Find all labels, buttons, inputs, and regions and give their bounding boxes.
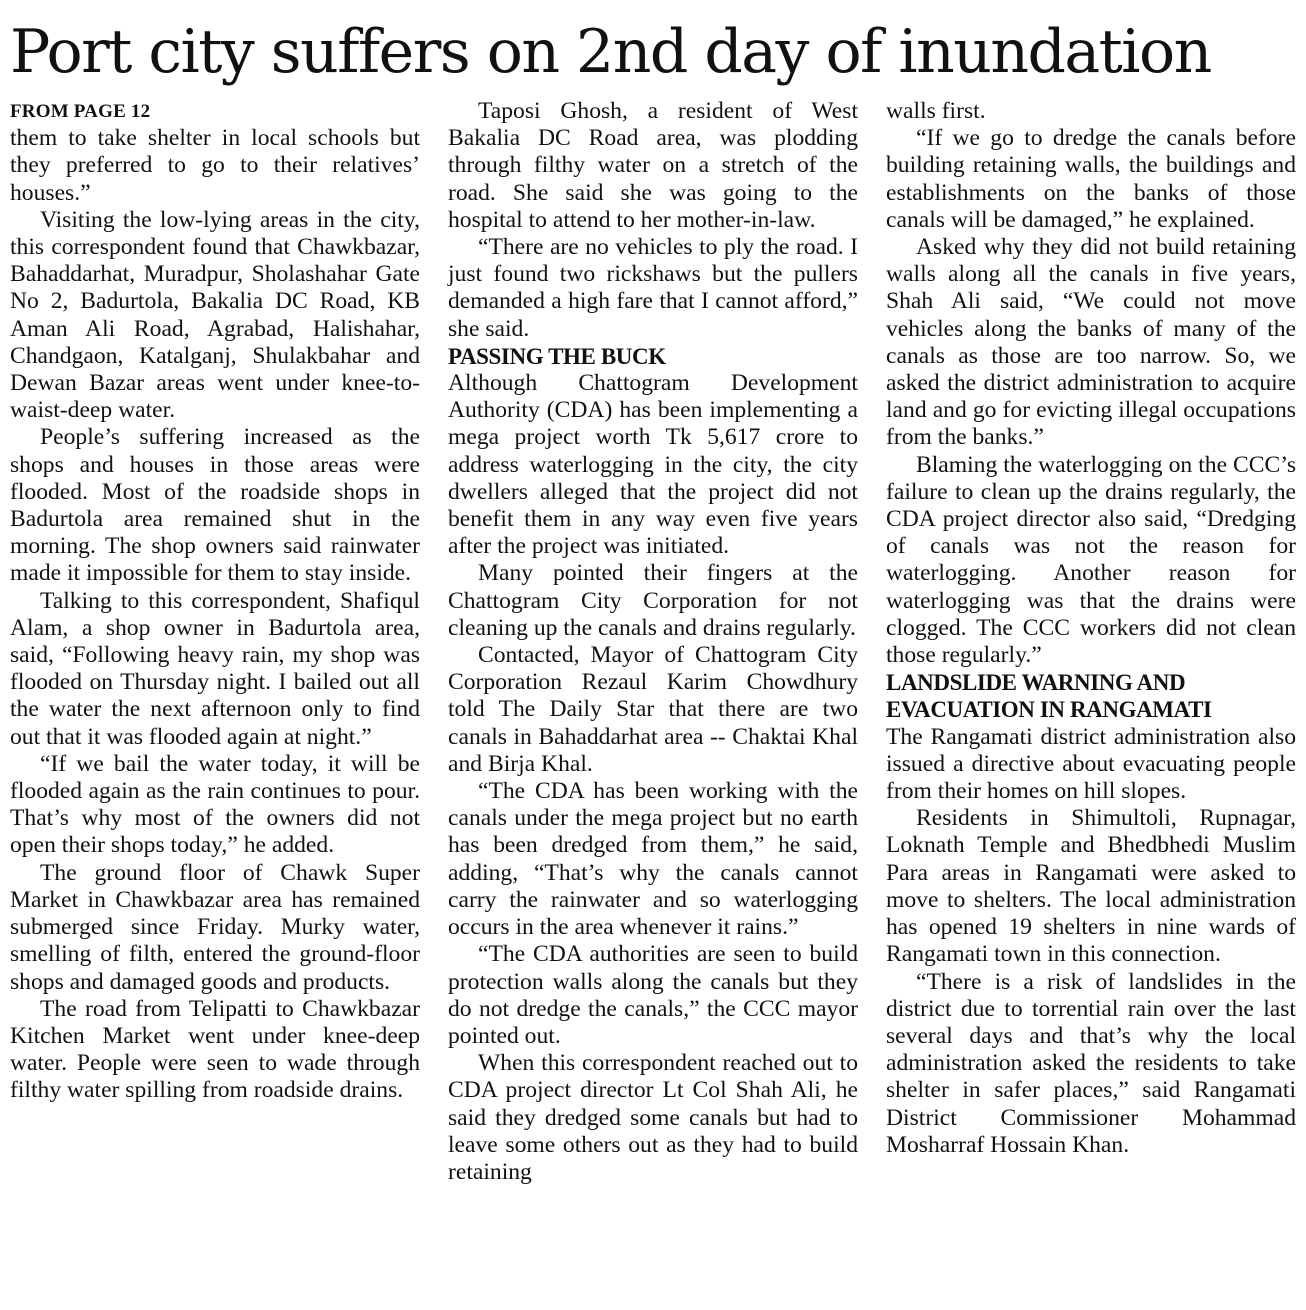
paragraph: “The CDA authorities are seen to build protection walls along the canals but they do not dredge the canals,” the CCC mayor pointed out. (448, 941, 858, 1049)
paragraph: “There are no vehicles to ply the road. I just found two rickshaws but the pullers demanded a high fare that I cannot afford,” she said. (448, 234, 858, 342)
subhead-landslide-warning: LANDSLIDE WARNING AND EVACUATION IN RANGAMATI (886, 670, 1212, 723)
paragraph: Residents in Shimultoli, Rupnagar, Loknath Temple and Bhedbhedi Muslim Para areas in Rangamati were asked to move to shelters. The local administration has opened 19 shelters in nine wards of Rangamati town in this connection. (886, 805, 1296, 968)
paragraph: walls first. (886, 98, 986, 124)
paragraph: Talking to this correspondent, Shafiqul Alam, a shop owner in Badurtola area, said, “Following heavy rain, my shop was flooded on Thursday night. I bailed out all the water the next afternoon only to find out that it was flooded again at night.” (10, 587, 420, 750)
paragraph: “There is a risk of landslides in the district due to torrential rain over the last several days and that’s why the local administration asked the residents to take shelter in safer places,” said Rangamati District Commissioner Mohammad Mosharraf Hossain Khan. (886, 968, 1296, 1158)
paragraph: Visiting the low-lying areas in the city, this correspondent found that Chawkbazar, Bahaddarhat, Muradpur, Sholashahar Gate No 2, Badurtola, Bakalia DC Road, KB Aman Ali Road, Agrabad, Halishahar, Chandgaon, Katalganj, Shulakbahar and Dewan Bazar areas went under knee-to-waist-deep water. (10, 206, 420, 424)
paragraph: “If we bail the water today, it will be flooded again as the rain continues to pour. That’s why most of the owners did not open their shops today,” he added. (10, 750, 420, 859)
paragraph: Many pointed their fingers at the Chattogram City Corporation for not cleaning up the canals and drains regularly. (448, 560, 858, 641)
paragraph: The Rangamati district administration also issued a directive about evacuating people from their homes on hill slopes. (886, 723, 1296, 805)
paragraph: Contacted, Mayor of Chattogram City Corporation Rezaul Karim Chowdhury told The Daily Star that there are two canals in Bahaddarhat area -- Chaktai Khal and Birja Khal. (448, 642, 858, 777)
headline: Port city suffers on 2nd day of inundation (10, 17, 1211, 87)
column-3 (886, 98, 1296, 1159)
column-1 (10, 98, 420, 1105)
paragraph: Blaming the waterlogging on the CCC’s failure to clean up the drains regularly, the CDA project director also said, “Dredging of canals was not the reason for waterlogging. Another reason for waterlogging was that the drains were clogged. The CCC workers did not clean those regularly.” (886, 451, 1296, 669)
paragraph: When this correspondent reached out to CDA project director Lt Col Shah Ali, he said they dredged some canals but had to leave some others out as they had to build retaining (448, 1050, 858, 1185)
paragraph: “If we go to dredge the canals before building retaining walls, the buildings and establishments on the banks of those canals will be damaged,” he explained. (886, 125, 1296, 233)
paragraph: The road from Telipatti to Chawkbazar Kitchen Market went under knee-deep water. People were seen to wade through filthy water spilling from roadside drains. (10, 995, 420, 1104)
paragraph: them to take shelter in local schools but they preferred to go to their relatives’ houses.” (10, 125, 420, 206)
subhead-passing-the-buck: PASSING THE BUCK (448, 343, 666, 369)
paragraph: Taposi Ghosh, a resident of West Bakalia DC Road area, was plodding through filthy water on a stretch of the road. She said she was going to the hospital to attend to her mother-in-law. (448, 98, 858, 233)
paragraph: “The CDA has been working with the canals under the mega project but no earth has been dredged from them,” he said, adding, “That’s why the canals cannot carry the rainwater and so waterlogging occurs in the area whenever it rains.” (448, 778, 858, 941)
continuation-kicker: FROM PAGE 12 (10, 101, 151, 122)
column-2 (448, 98, 858, 1186)
paragraph: People’s suffering increased as the shops and houses in those areas were flooded. Most of the roadside shops in Badurtola area remained shut in the morning. The shop owners said rainwater made it impossible for them to stay inside. (10, 424, 420, 587)
paragraph: The ground floor of Chawk Super Market in Chawkbazar area has remained submerged since Friday. Murky water, smelling of filth, entered the ground-floor shops and damaged goods and products. (10, 859, 420, 995)
paragraph: Although Chattogram Development Authority (CDA) has been implementing a mega project worth Tk 5,617 crore to address waterlogging in the city, the city dwellers alleged that the project did not benefit them in any way even five years after the project was initiated. (448, 370, 858, 560)
paragraph: Asked why they did not build retaining walls along all the canals in five years, Shah Ali said, “We could not move vehicles along the banks of many of the canals as those are too narrow. So, we asked the district administration to acquire land and go for evicting illegal occupations from the banks.” (886, 234, 1296, 451)
